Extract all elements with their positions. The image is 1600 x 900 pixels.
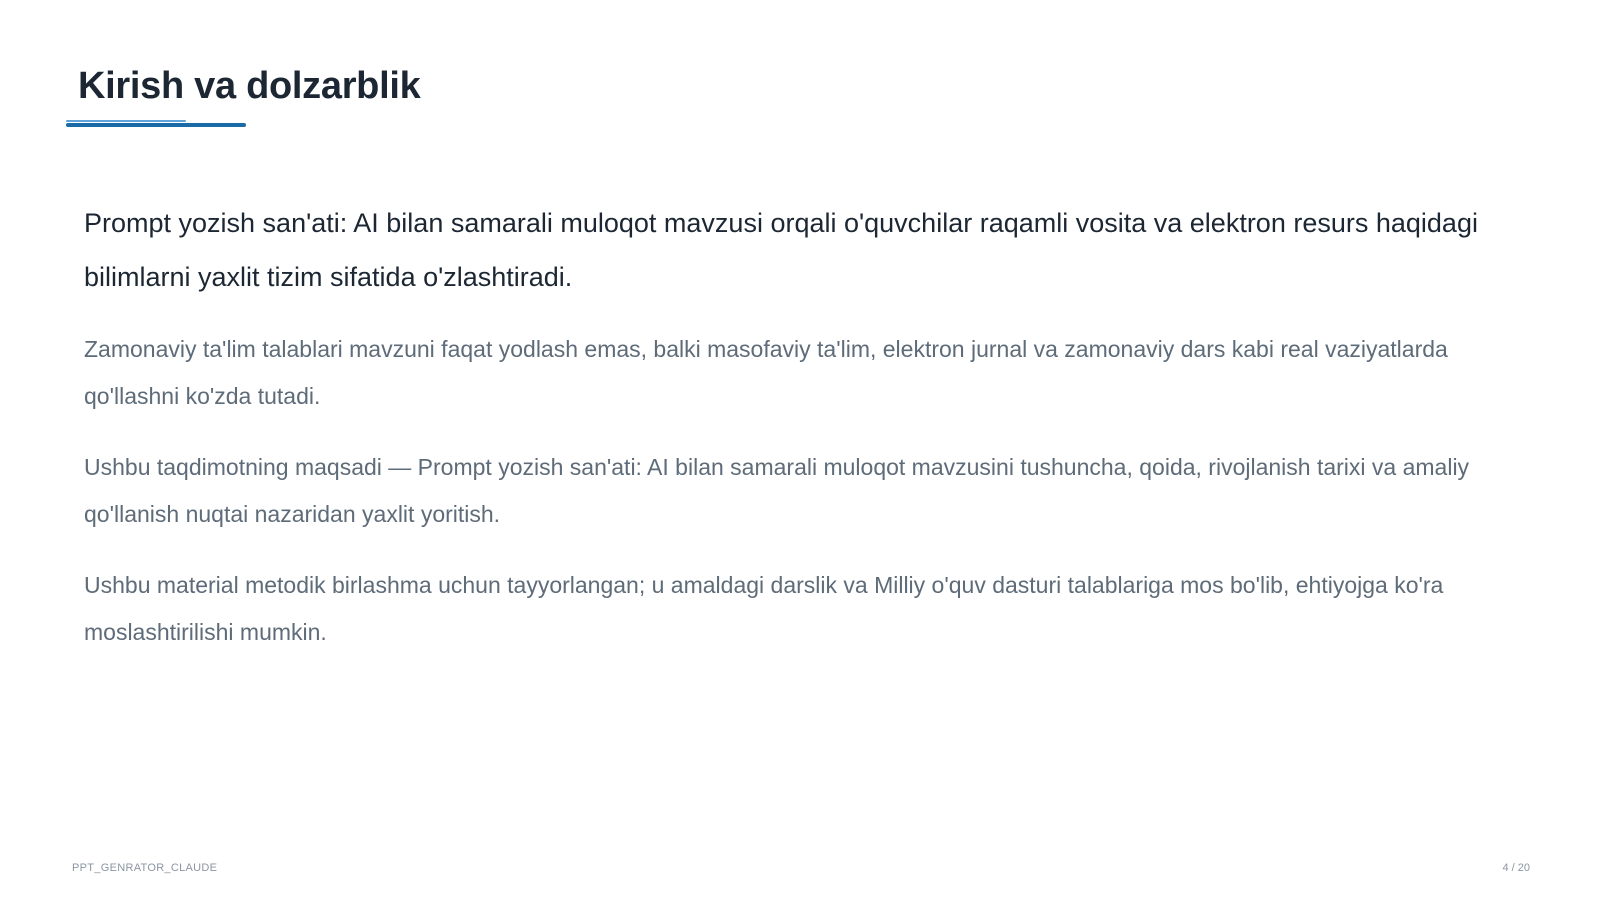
body-paragraph: Ushbu taqdimotning maqsadi — Prompt yozish san'ati: AI bilan samarali muloqot mavzusini tushuncha, qoida, rivojlanish tarixi va amaliy qo'llanish nuqtai nazaridan yaxlit yoritish.	[84, 454, 1470, 527]
body-paragraph: Ushbu material metodik birlashma uchun tayyorlangan; u amaldagi darslik va Milliy o'quv dasturi talablariga mos bo'lib, ehtiyojga ko'ra moslashtirilishi mumkin.	[84, 572, 1444, 645]
slide-title: Kirish va dolzarblik	[78, 65, 421, 107]
lead-paragraph: Prompt yozish san'ati: AI bilan samarali muloqot mavzusi orqali o'quvchilar raqamli vosita va elektron resurs haqidagi bilimlarni yaxlit tizim sifatida o'zlashtiradi.	[84, 208, 1478, 292]
slide-content	[84, 196, 1524, 680]
title-underline	[66, 123, 246, 127]
body-paragraph: Zamonaviy ta'lim talablari mavzuni faqat yodlash emas, balki masofaviy ta'lim, elektron jurnal va zamonaviy dars kabi real vaziyatlarda qo'llashni ko'zda tutadi.	[84, 336, 1448, 409]
title-underline-accent	[66, 120, 186, 122]
footer-label: PPT_GENRATOR_CLAUDE	[72, 862, 218, 874]
page-number: 4 / 20	[1502, 862, 1530, 874]
